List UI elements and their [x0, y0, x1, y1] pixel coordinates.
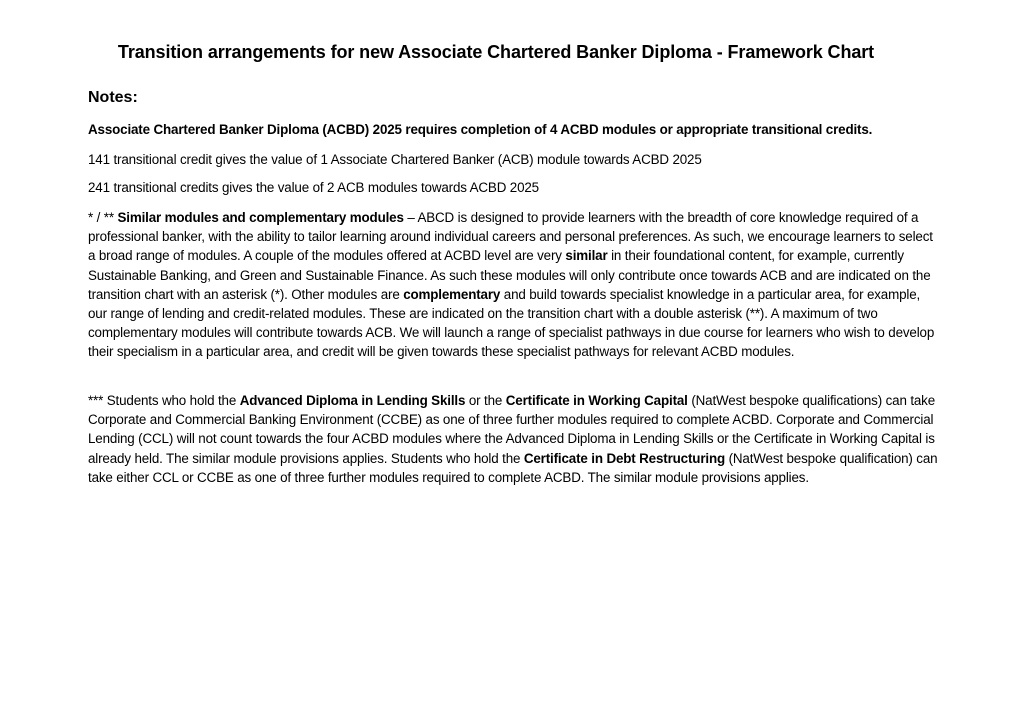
note-text: *** Students who hold the	[88, 393, 240, 408]
note-marker: * / **	[88, 210, 118, 225]
credit-241-note: 241 transitional credits gives the value of 2 ACB modules towards ACBD 2025	[88, 180, 539, 195]
note-bold-heading: Similar modules and complementary modules	[117, 210, 404, 225]
note-bold-term: Advanced Diploma in Lending Skills	[239, 393, 466, 408]
note-text: or the	[465, 393, 506, 408]
notes-heading: Notes:	[88, 89, 138, 106]
note-text: in their foundational content, for example, currently Sustainable Banking, and Green and Sustainable Finance. As such these modules will only contribute once towards ACB and are indicated on the transition chart with an asterisk (*). Other modules are	[88, 248, 931, 302]
note-bold-term: Certificate in Working Capital	[505, 393, 688, 408]
similar-complementary-modules-note	[88, 208, 940, 362]
note-bold-term: complementary	[403, 286, 501, 302]
note-text: (NatWest bespoke qualifications) can take Corporate and Commercial Banking Environment (CCBE) as one of three further modules required to complete ACBD. Corporate and Commercial Lending (CCL) will not count towards the four ACBD modules where the Advanced Diploma in Lending Skills or the Certificate in Working Capital is already held. The similar module provisions applies. Students who hold the	[88, 393, 936, 466]
acbd-requirement-note: Associate Chartered Banker Diploma (ACBD) 2025 requires completion of 4 ACBD modules or appropriate transitional credits.	[88, 122, 873, 137]
page-title: Transition arrangements for new Associate Chartered Banker Diploma - Framework Chart	[117, 42, 875, 62]
note-text: (NatWest bespoke qualification) can take either CCL or CCBE as one of three further modules required to complete ACBD. The similar module provisions applies.	[88, 450, 938, 485]
note-bold-term: Certificate in Debt Restructuring	[523, 450, 726, 466]
note-text: and build towards specialist knowledge in a particular area, for example, our range of lending and credit-related modules. These are indicated on the transition chart with a double asterisk (**). A maximum of two complementary modules will contribute towards ACB. We will launch a range of specialist pathways in due course for learners who wish to develop their specialism in a particular area, and credit will be given towards these specialist pathways for relevant ACBD modules.	[88, 286, 935, 360]
note-text: – ABCD is designed to provide learners with the breadth of core knowledge required of a professional banker, with the ability to tailor learning around individual careers and personal preferences. As such, we encourage learners to select a broad range of modules. A couple of the modules offered at ACBD level are very	[88, 210, 933, 264]
natwest-qualifications-note	[88, 391, 940, 487]
credit-141-note: 141 transitional credit gives the value of 1 Associate Chartered Banker (ACB) module towards ACBD 2025	[88, 152, 702, 167]
note-bold-term: similar	[565, 248, 608, 264]
